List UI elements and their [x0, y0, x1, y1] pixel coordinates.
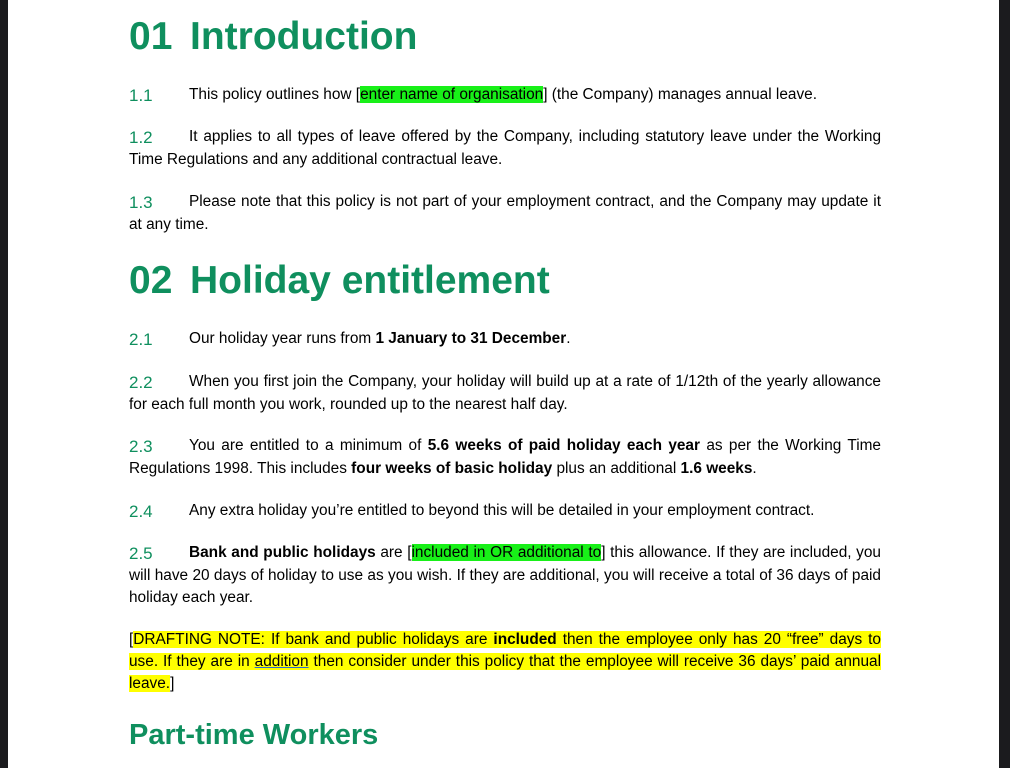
section-title: Introduction	[190, 15, 418, 58]
paragraph-1-2	[129, 126, 881, 171]
paragraph-text: It applies to all types of leave offered by the Company, including statutory leave under the Working Time Regulations and any additional contractual leave.	[129, 128, 881, 168]
paragraph-number: 2.2	[129, 373, 153, 392]
paragraph-1-1	[129, 84, 881, 107]
drafting-note-text: then the employee only has 20 “free” days to use. If they are in	[129, 631, 881, 670]
document-page	[8, 0, 999, 768]
paragraph-text: .	[752, 460, 757, 477]
paragraph-number: 2.5	[129, 544, 153, 563]
paragraph-number: 1.1	[129, 86, 153, 105]
paragraph-text: Any extra holiday you’re entitled to beyond this will be detailed in your employment contract.	[189, 502, 815, 519]
paragraph-text: as per the Working Time Regulations 1998. This includes	[129, 437, 881, 477]
section-heading-holiday-entitlement	[129, 258, 550, 304]
paragraph-2-2	[129, 371, 881, 416]
subheading-part-time-workers: Part-time Workers	[129, 719, 379, 751]
placeholder-highlight: included in OR additional to	[411, 544, 602, 561]
drafting-note-text: DRAFTING NOTE: If bank and public holidays are	[133, 631, 494, 648]
paragraph-2-1	[129, 328, 881, 351]
bold-text: 1 January to 31 December	[375, 330, 567, 347]
bold-text: included	[493, 631, 557, 648]
section-heading-introduction	[129, 14, 417, 60]
section-title: Holiday entitlement	[190, 259, 550, 302]
bold-text: 1.6 weeks	[680, 460, 753, 477]
paragraph-text: ] (the Company) manages annual leave.	[543, 86, 817, 103]
section-number: 02	[129, 259, 173, 302]
bold-text: 5.6 weeks of paid holiday each year	[427, 437, 700, 454]
paragraph-text: You are entitled to a minimum of	[189, 437, 428, 454]
paragraph-1-3	[129, 191, 881, 236]
paragraph-text: plus an additional	[552, 460, 681, 477]
paragraph-text: Our holiday year runs from	[189, 330, 376, 347]
paragraph-text: ] this allowance. If they are included, you will have 20 days of holiday to use as you wish. If they are additional, you will receive a total of 36 days of paid holiday each year.	[129, 544, 881, 606]
paragraph-number: 2.3	[129, 437, 153, 456]
paragraph-number: 1.2	[129, 128, 153, 147]
underlined-text: addition	[254, 653, 309, 670]
paragraph-text: This policy outlines how [	[189, 86, 361, 103]
paragraph-2-5	[129, 542, 881, 609]
drafting-note-highlight	[129, 631, 881, 692]
drafting-note	[129, 629, 881, 695]
paragraph-number: 1.3	[129, 193, 153, 212]
paragraph-text: When you first join the Company, your holiday will build up at a rate of 1/12th of the yearly allowance for each full month you work, rounded up to the nearest half day.	[129, 373, 881, 413]
bracket: ]	[170, 675, 175, 692]
bold-text: four weeks of basic holiday	[351, 460, 553, 477]
paragraph-text: .	[566, 330, 571, 347]
paragraph-2-4	[129, 500, 881, 523]
paragraph-text: are [	[375, 544, 412, 561]
paragraph-2-3	[129, 435, 881, 480]
paragraph-number: 2.1	[129, 330, 153, 349]
paragraph-text: Please note that this policy is not part of your employment contract, and the Company may update it at any time.	[129, 193, 881, 233]
bold-text: Bank and public holidays	[189, 544, 376, 561]
drafting-note-text: then consider under this policy that the employee will receive 36 days’ paid annual leave.	[129, 653, 882, 692]
bracket: [	[129, 631, 134, 648]
placeholder-highlight: enter name of organisation	[360, 86, 544, 103]
section-number: 01	[129, 15, 173, 58]
paragraph-number: 2.4	[129, 502, 153, 521]
